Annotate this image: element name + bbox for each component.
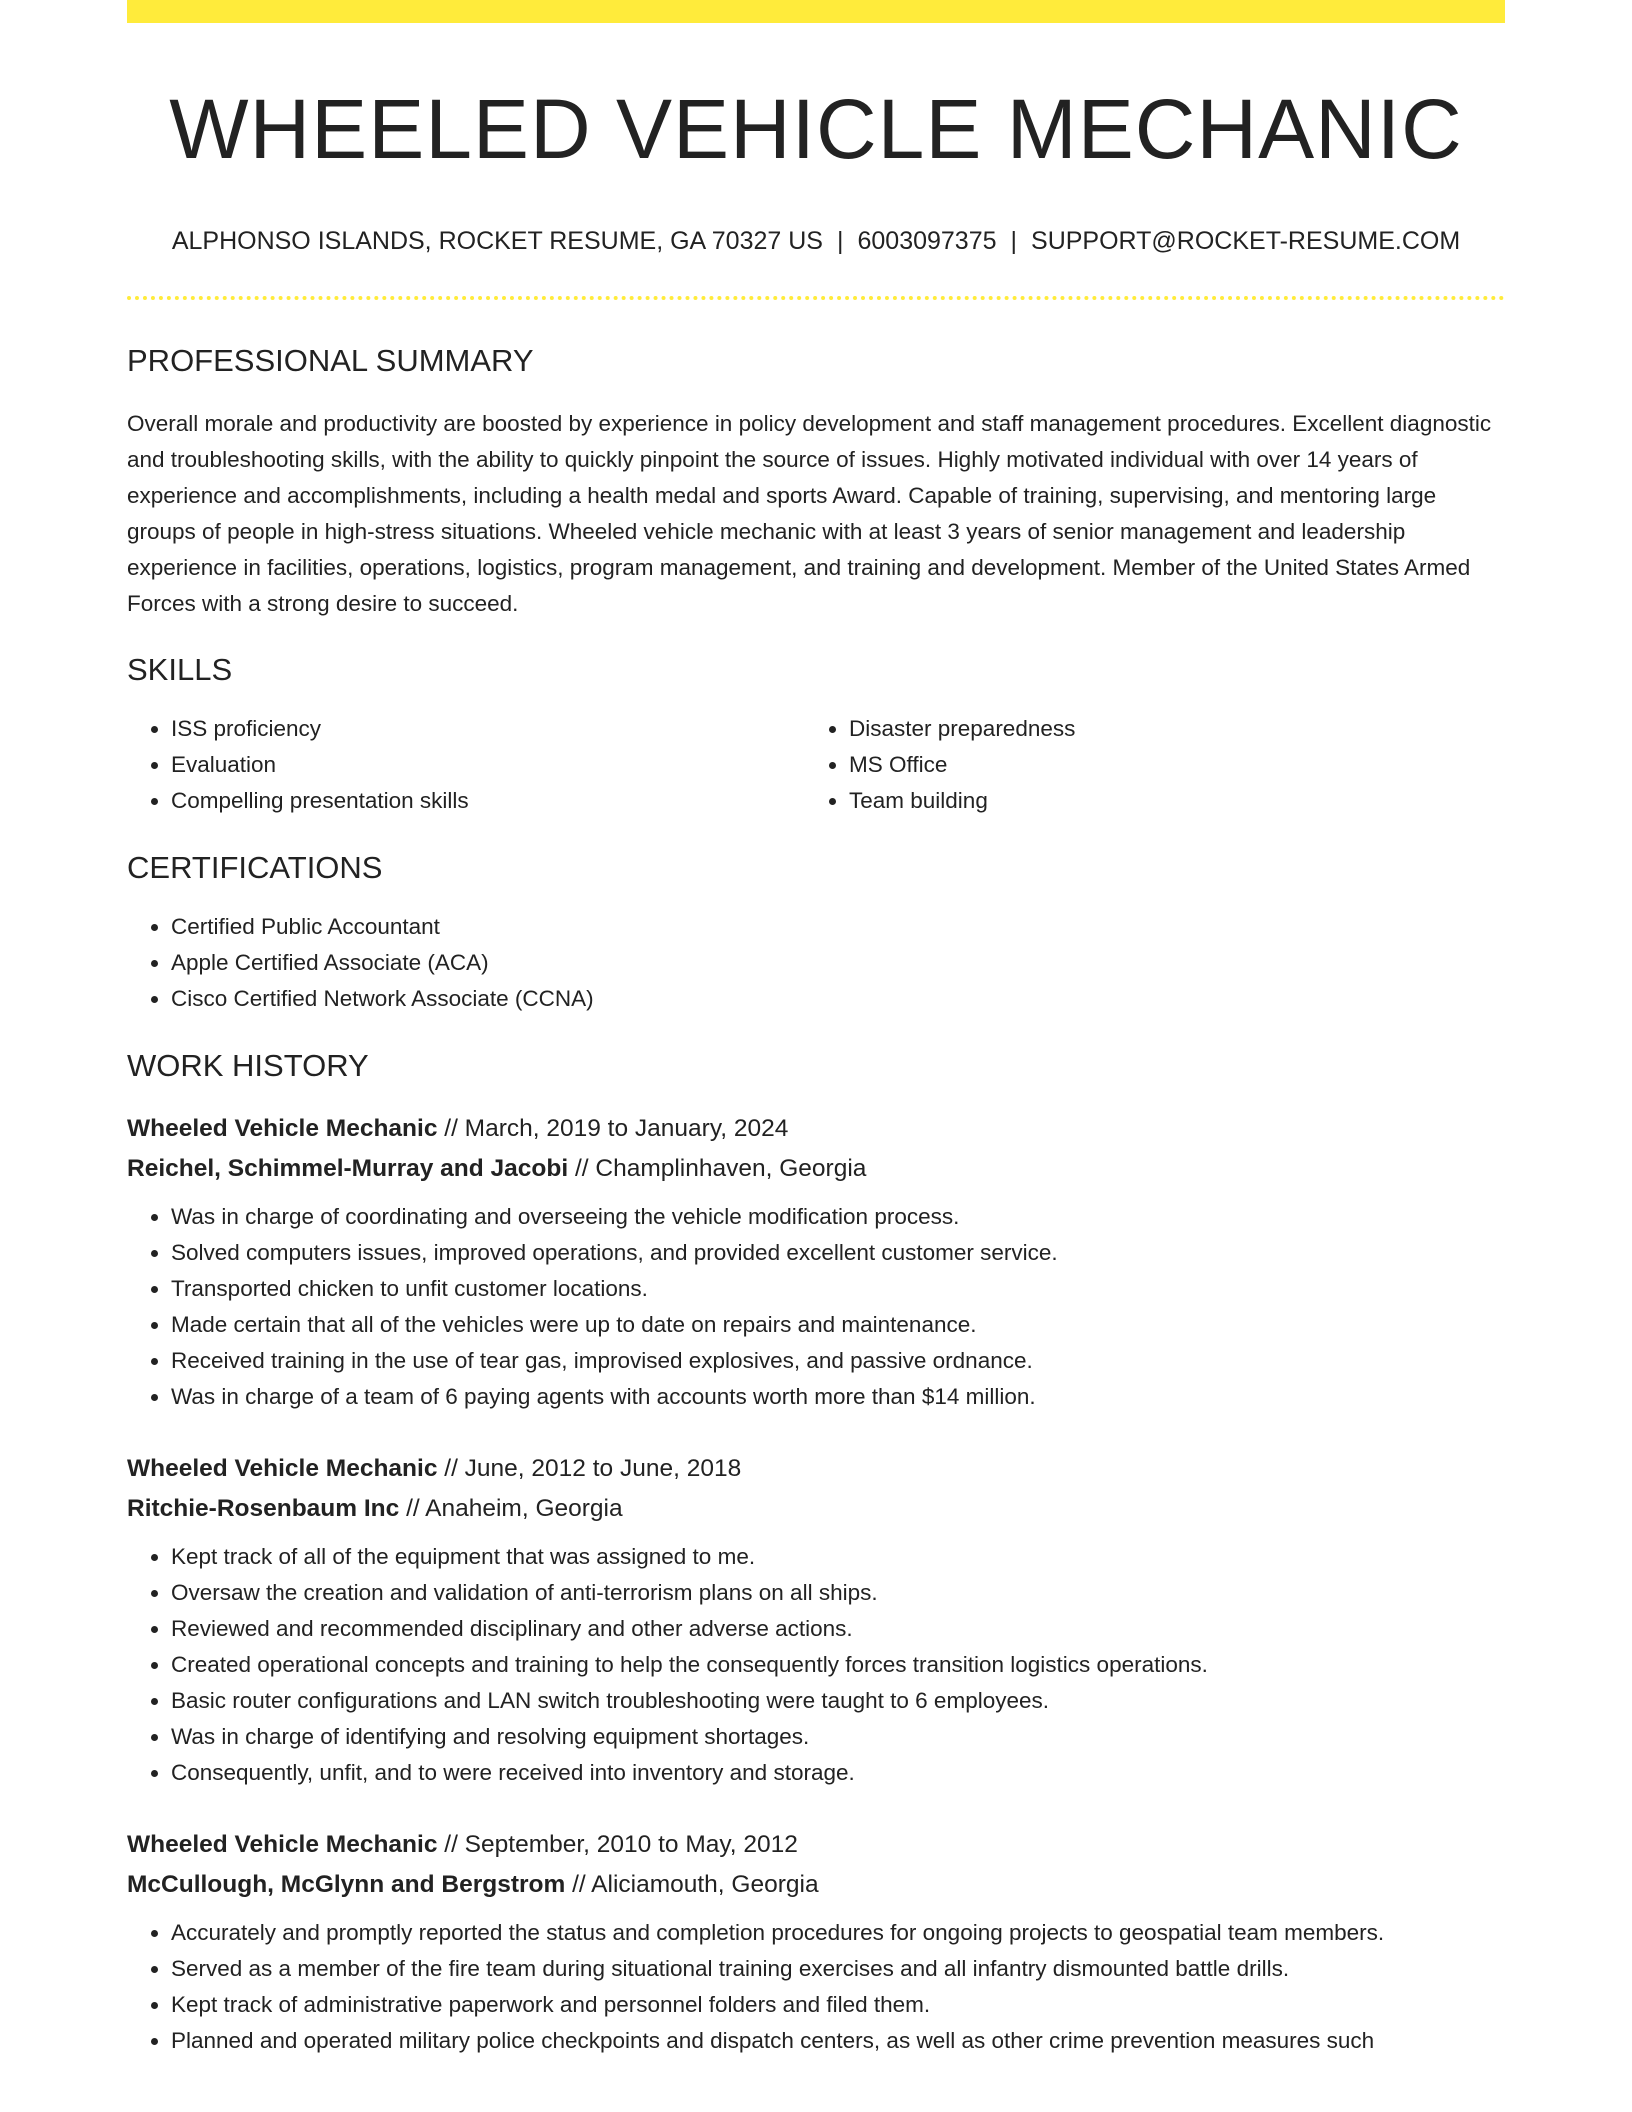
skill-item: • ISS proficiency xyxy=(171,711,805,747)
job-bullet: • Planned and operated military police checkpoints and dispatch centers, as well as other crime prevention measures such xyxy=(171,2023,1505,2059)
job-bullet: • Accurately and promptly reported the status and completion procedures for ongoing projects to geospatial team members. xyxy=(171,1915,1505,1951)
job-company: McCullough, McGlynn and Bergstrom xyxy=(127,1871,566,1898)
work-history-section xyxy=(127,1047,1505,2059)
job-bullet: • Was in charge of a team of 6 paying agents with accounts worth more than $14 million. xyxy=(171,1379,1505,1415)
work-history-heading: WORK HISTORY xyxy=(127,1048,369,1083)
job-title-line xyxy=(127,1825,1505,1865)
job-bullets xyxy=(127,1199,1505,1415)
job-dates: // March, 2019 to January, 2024 xyxy=(437,1115,789,1142)
skill-item: • Evaluation xyxy=(171,747,805,783)
job-bullet: • Was in charge of identifying and resolving equipment shortages. xyxy=(171,1719,1505,1755)
job-bullet: • Served as a member of the fire team during situational training exercises and all infantry dismounted battle drills. xyxy=(171,1951,1505,1987)
skills-list-left xyxy=(127,711,805,819)
job-bullet: • Reviewed and recommended disciplinary and other adverse actions. xyxy=(171,1611,1505,1647)
skills-column-left xyxy=(127,711,805,819)
contact-line xyxy=(127,225,1505,257)
skill-item: • MS Office xyxy=(849,747,1483,783)
job-bullet: • Oversaw the creation and validation of anti-terrorism plans on all ships. xyxy=(171,1575,1505,1611)
job-location: // Champlinhaven, Georgia xyxy=(568,1155,867,1182)
job-bullets xyxy=(127,1915,1505,2059)
certifications-heading: CERTIFICATIONS xyxy=(127,850,383,885)
job-bullet: • Was in charge of coordinating and overseeing the vehicle modification process. xyxy=(171,1199,1505,1235)
job-bullet: • Basic router configurations and LAN switch troubleshooting were taught to 6 employees. xyxy=(171,1683,1505,1719)
certifications-list xyxy=(127,909,1505,1017)
job-bullet: • Kept track of administrative paperwork and personnel folders and filed them. xyxy=(171,1987,1505,2023)
job-entry xyxy=(127,1825,1505,2059)
contact-email: SUPPORT@ROCKET-RESUME.COM xyxy=(1031,227,1461,255)
certification-item: • Cisco Certified Network Associate (CCNA) xyxy=(171,981,1505,1017)
job-bullet: • Consequently, unfit, and to were received into inventory and storage. xyxy=(171,1755,1505,1791)
resume-page xyxy=(127,0,1505,2059)
job-company-line xyxy=(127,1865,1505,1905)
job-bullet: • Solved computers issues, improved operations, and provided excellent customer service. xyxy=(171,1235,1505,1271)
skill-item: • Team building xyxy=(849,783,1483,819)
job-company: Reichel, Schimmel-Murray and Jacobi xyxy=(127,1155,569,1182)
job-title: Wheeled Vehicle Mechanic xyxy=(127,1455,438,1482)
certification-item: • Apple Certified Associate (ACA) xyxy=(171,945,1505,981)
accent-top-bar xyxy=(127,0,1505,23)
skill-item: • Disaster preparedness xyxy=(849,711,1483,747)
job-bullets xyxy=(127,1539,1505,1791)
job-bullet: • Created operational concepts and training to help the consequently forces transition logistics operations. xyxy=(171,1647,1505,1683)
resume-title: WHEELED VEHICLE MECHANIC xyxy=(169,82,1463,176)
skills-heading: SKILLS xyxy=(127,652,233,687)
contact-separator: | xyxy=(1010,227,1018,255)
job-title: Wheeled Vehicle Mechanic xyxy=(127,1831,438,1858)
dotted-divider xyxy=(127,296,1505,300)
job-company-line xyxy=(127,1149,1505,1189)
summary-text: Overall morale and productivity are boosted by experience in policy development and staff management procedures. Excellent diagnostic and troubleshooting skills, with the ability to quickly pinpoint the source of issues. Highly motivated individual with over 14 years of experience and accomplishments, including a health medal and sports Award. Capable of training, supervising, and mentoring large groups of people in high-stress situations. Wheeled vehicle mechanic with at least 3 years of senior management and leadership experience in facilities, operations, logistics, program management, and training and development. Member of the United States Armed Forces with a strong desire to succeed. xyxy=(127,411,1492,616)
job-bullet: • Transported chicken to unfit customer locations. xyxy=(171,1271,1505,1307)
summary-section xyxy=(127,342,1505,622)
job-location: // Aliciamouth, Georgia xyxy=(565,1871,819,1898)
summary-heading: PROFESSIONAL SUMMARY xyxy=(127,343,534,378)
certification-item: • Certified Public Accountant xyxy=(171,909,1505,945)
skills-list-right xyxy=(805,711,1483,819)
job-title-line xyxy=(127,1109,1505,1149)
job-title-line xyxy=(127,1449,1505,1489)
contact-separator: | xyxy=(836,227,844,255)
skills-section xyxy=(127,651,1505,819)
skills-grid xyxy=(127,711,1505,819)
skill-item: • Compelling presentation skills xyxy=(171,783,805,819)
job-entry xyxy=(127,1109,1505,1415)
job-bullet: • Kept track of all of the equipment that was assigned to me. xyxy=(171,1539,1505,1575)
job-company-line xyxy=(127,1489,1505,1529)
contact-address: ALPHONSO ISLANDS, ROCKET RESUME, GA 70327 US xyxy=(171,227,823,255)
job-bullet: • Made certain that all of the vehicles were up to date on repairs and maintenance. xyxy=(171,1307,1505,1343)
job-location: // Anaheim, Georgia xyxy=(399,1495,623,1522)
job-entry xyxy=(127,1449,1505,1791)
contact-phone: 6003097375 xyxy=(857,227,997,255)
job-company: Ritchie-Rosenbaum Inc xyxy=(127,1495,400,1522)
job-title: Wheeled Vehicle Mechanic xyxy=(127,1115,438,1142)
skills-column-right xyxy=(805,711,1483,819)
certifications-section xyxy=(127,849,1505,1017)
job-bullet: • Received training in the use of tear gas, improvised explosives, and passive ordnance. xyxy=(171,1343,1505,1379)
job-dates: // September, 2010 to May, 2012 xyxy=(437,1831,798,1858)
job-dates: // June, 2012 to June, 2018 xyxy=(437,1455,742,1482)
